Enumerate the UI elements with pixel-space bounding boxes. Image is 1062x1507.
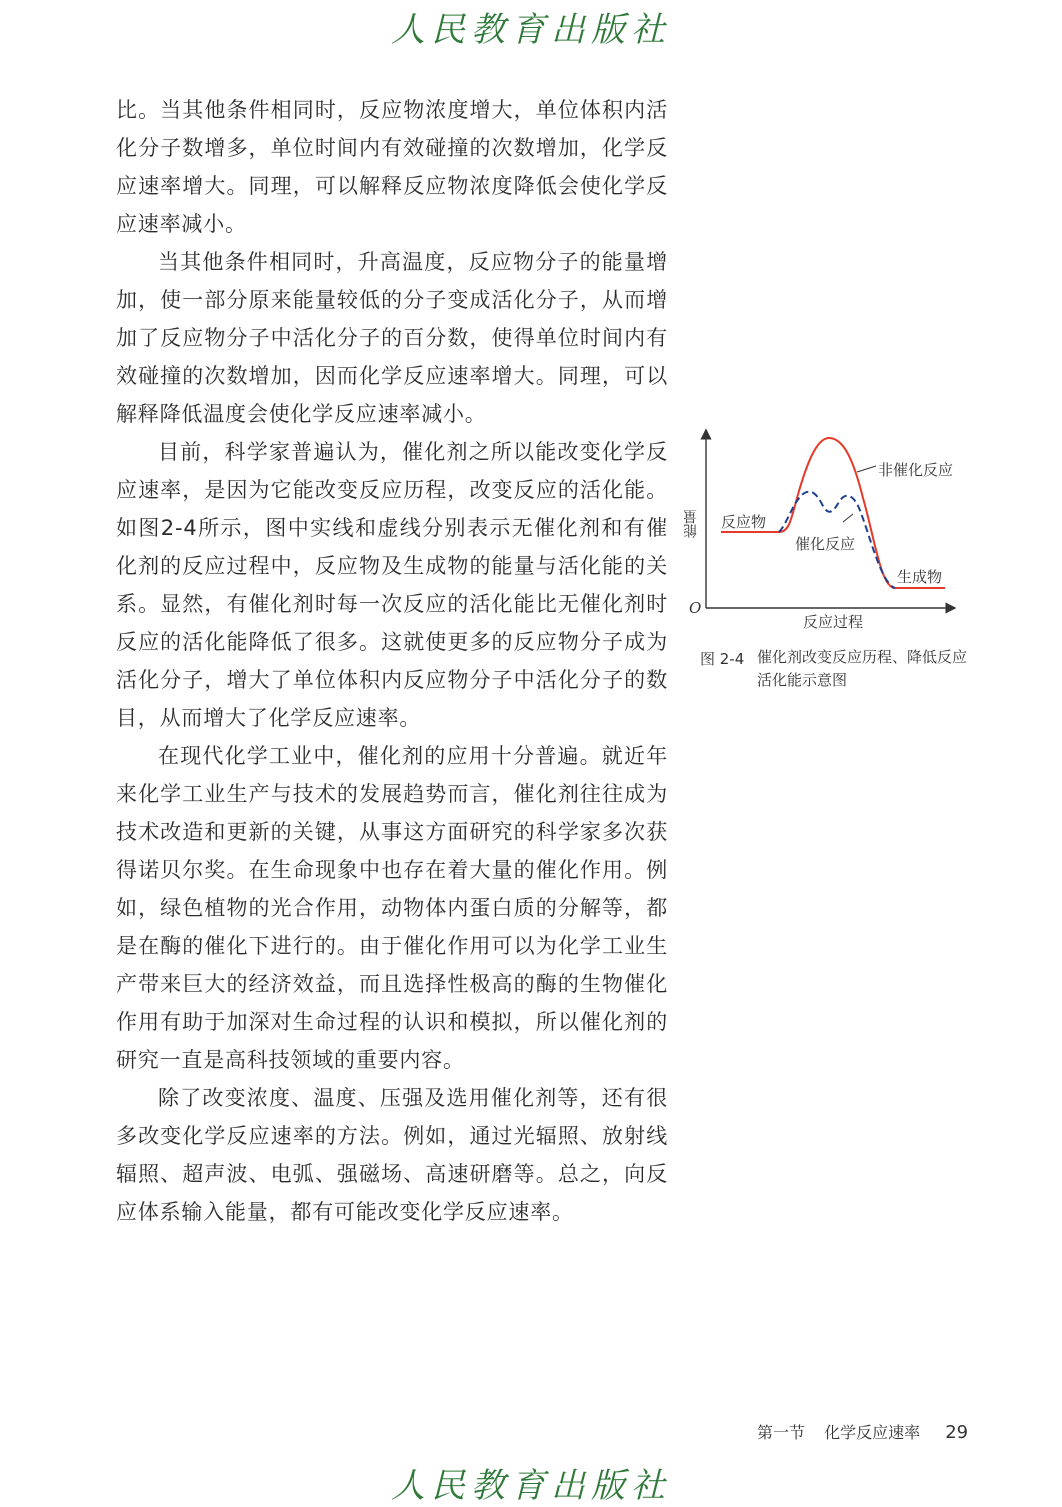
paragraph-1: 比。当其他条件相同时，反应物浓度增大，单位体积内活化分子数增多，单位时间内有效碰撞的次数增加，化学反应速率增大。同理，可以解释反应物浓度降低会使化学反应速率减小。 bbox=[116, 98, 668, 236]
paragraph-5: 除了改变浓度、温度、压强及选用催化剂等，还有很多改变化学反应速率的方法。例如，通过光辐照、放射线辐照、超声波、电弧、强磁场、高速研磨等。总之，向反应体系输入能量，都有可能改变化学反应速率。 bbox=[116, 1086, 668, 1224]
uncatalyzed-leader-line bbox=[857, 466, 876, 472]
energy-diagram-figure bbox=[683, 428, 973, 698]
catalyzed-leader-line bbox=[843, 514, 853, 522]
page-number: 29 bbox=[945, 1422, 969, 1443]
x-axis-label: 反应过程 bbox=[803, 613, 864, 631]
figure-caption-number: 图 2-4 bbox=[700, 650, 745, 668]
paragraph-2: 当其他条件相同时，升高温度，反应物分子的能量增加，使一部分原来能量较低的分子变成活化分子，从而增加了反应物分子中活化分子的百分数，使得单位时间内有效碰撞的次数增加，因而化学反应速率增大。同理，可以解释降低温度会使化学反应速率减小。 bbox=[116, 250, 668, 426]
paragraph-4: 在现代化学工业中，催化剂的应用十分普遍。就近年来化学工业生产与技术的发展趋势而言，催化剂往往成为技术改造和更新的关键，从事这方面研究的科学家多次获得诺贝尔奖。在生命现象中也存在着大量的催化作用。例如，绿色植物的光合作用，动物体内蛋白质的分解等，都是在酶的催化下进行的。由于催化作用可以为化学工业生产带来巨大的经济效益，而且选择性极高的酶的生物催化作用有助于加深对生命过程的认识和模拟，所以催化剂的研究一直是高科技领域的重要内容。 bbox=[116, 744, 668, 1072]
reactant-label: 反应物 bbox=[721, 513, 767, 531]
publisher-logo-bottom: 人民教育出版社 bbox=[391, 1466, 671, 1506]
paragraph-3: 目前，科学家普遍认为，催化剂之所以能改变化学反应速率，是因为它能改变反应历程，改变反应的活化能。如图2-4所示，图中实线和虚线分别表示无催化剂和有催化剂的反应过程中，反应物及生成物的能量与活化能的关系。显然，有催化剂时每一次反应的活化能比无催化剂时反应的活化能降低了很多。这就使更多的反应物分子成为活化分子，增大了单位体积内反应物分子中活化分子的数目，从而增大了化学反应速率。 bbox=[116, 440, 668, 730]
product-label: 生成物 bbox=[897, 568, 943, 586]
footer-title: 化学反应速率 bbox=[824, 1423, 921, 1442]
main-text bbox=[116, 91, 668, 1231]
footer-section: 第一节 bbox=[757, 1423, 806, 1442]
page-footer bbox=[757, 1420, 968, 1443]
uncatalyzed-label: 非催化反应 bbox=[878, 461, 954, 479]
origin-label: O bbox=[689, 599, 702, 617]
catalyzed-label: 催化反应 bbox=[795, 535, 856, 553]
figure-caption-text: 催化剂改变反应历程、降低反应活化能示意图 bbox=[757, 648, 968, 689]
y-axis-label: 能量 bbox=[683, 510, 699, 538]
publisher-logo-top: 人民教育出版社 bbox=[391, 10, 671, 50]
